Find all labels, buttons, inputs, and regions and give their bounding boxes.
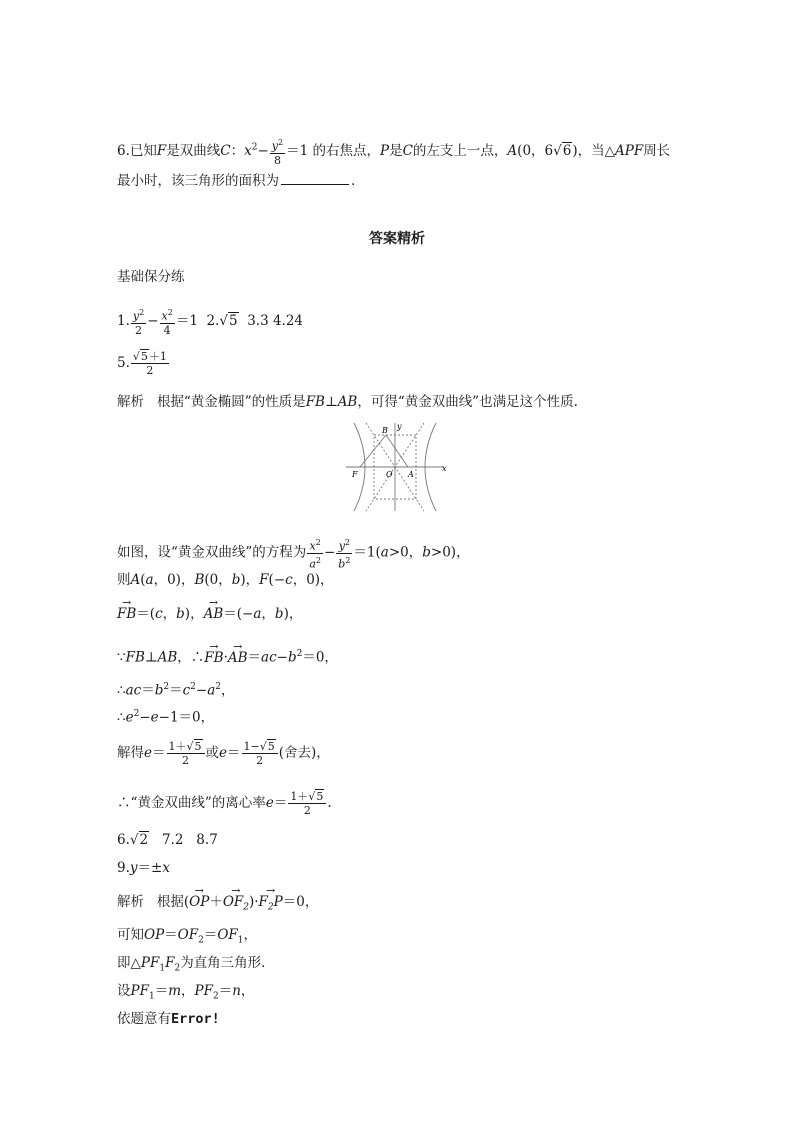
para-let: 设$PF_1=m$，$PF_2=n$， (117, 983, 255, 1002)
para-solution: 解得e＝ $\frac{1+√5}{2}$ 或e＝ $\frac{1-√5}{2}$ (舍去)， (117, 740, 330, 767)
hyperbola-figure (346, 421, 448, 515)
para-points: 则A(a，0)，B(0，b)，F(−c，0)， (117, 572, 334, 588)
para-right-triangle: 即$\triangle PF_1F_2$为直角三角形. (117, 955, 266, 974)
para-equation: 如图，设“黄金双曲线”的方程为 $\frac{x^2}{a^2}$ − $\frac{y^2}{b^2}$ ＝1(a>0，b>0)， (117, 538, 470, 571)
point-O: O (386, 470, 393, 479)
para-vectors: → FB＝(c，b)，→ AB＝(−a，b)， (117, 608, 302, 622)
para-eccentricity: ∴“黄金双曲线”的离心率e＝ $\frac{1+√5}{2}$ . (117, 790, 332, 817)
analysis-1: 解析 根据“黄金椭圆”的性质是FB⊥AB，可得“黄金双曲线”也满足这个性质. (117, 394, 578, 410)
point-B: B (382, 426, 388, 435)
section-title: 基础保分练 (117, 269, 185, 285)
answer-blank (281, 183, 349, 185)
segment-AB (386, 435, 408, 467)
x-label: x (442, 464, 447, 473)
para-perp: ∵FB⊥AB，∴→ $FB\cdot\to AB=ac-b^2=0$， (117, 650, 338, 665)
para-equal-lengths: 可知$OP=OF_2=OF_1$， (117, 927, 257, 946)
answers-6-8: 6.√2 7.2 8.7 (117, 832, 218, 848)
y-label: y (397, 422, 402, 431)
point-F: F (352, 470, 358, 479)
question-6-line1: 6.已知F是双曲线C：$x^2-$ $\frac{y^2}{8}$ ＝1 的右焦点，P是C的左支上一点，A(0，6√6)，当△APF周长 (117, 138, 671, 167)
point-A: A (408, 470, 414, 479)
question-6-line2: 最小时，该三角形的面积为 . (117, 173, 356, 189)
answers-1-4: 1. $\frac{y^2}{2}$ − $\frac{x^2}{4}$ ＝1 2.√5 3.3 4.24 (117, 308, 304, 337)
para-error: 依题意有Error! (117, 1011, 220, 1027)
analysis-2: 解析 根据(→ $OP+\to OF_2)\cdot\to F_2P=0$， (117, 896, 318, 913)
fraction: $\frac{y^2}{8}$ (271, 138, 284, 167)
answer-5: 5. $\frac{√5+1}{2}$ (117, 350, 167, 377)
para-ac: $\therefore ac=b^2=c^2-a^2$， (117, 682, 235, 699)
answer-title: 答案精析 (369, 231, 425, 247)
answer-9: 9.y＝±x (117, 860, 170, 876)
para-e-equation: $\therefore e^2-e-1=0$， (117, 709, 215, 726)
